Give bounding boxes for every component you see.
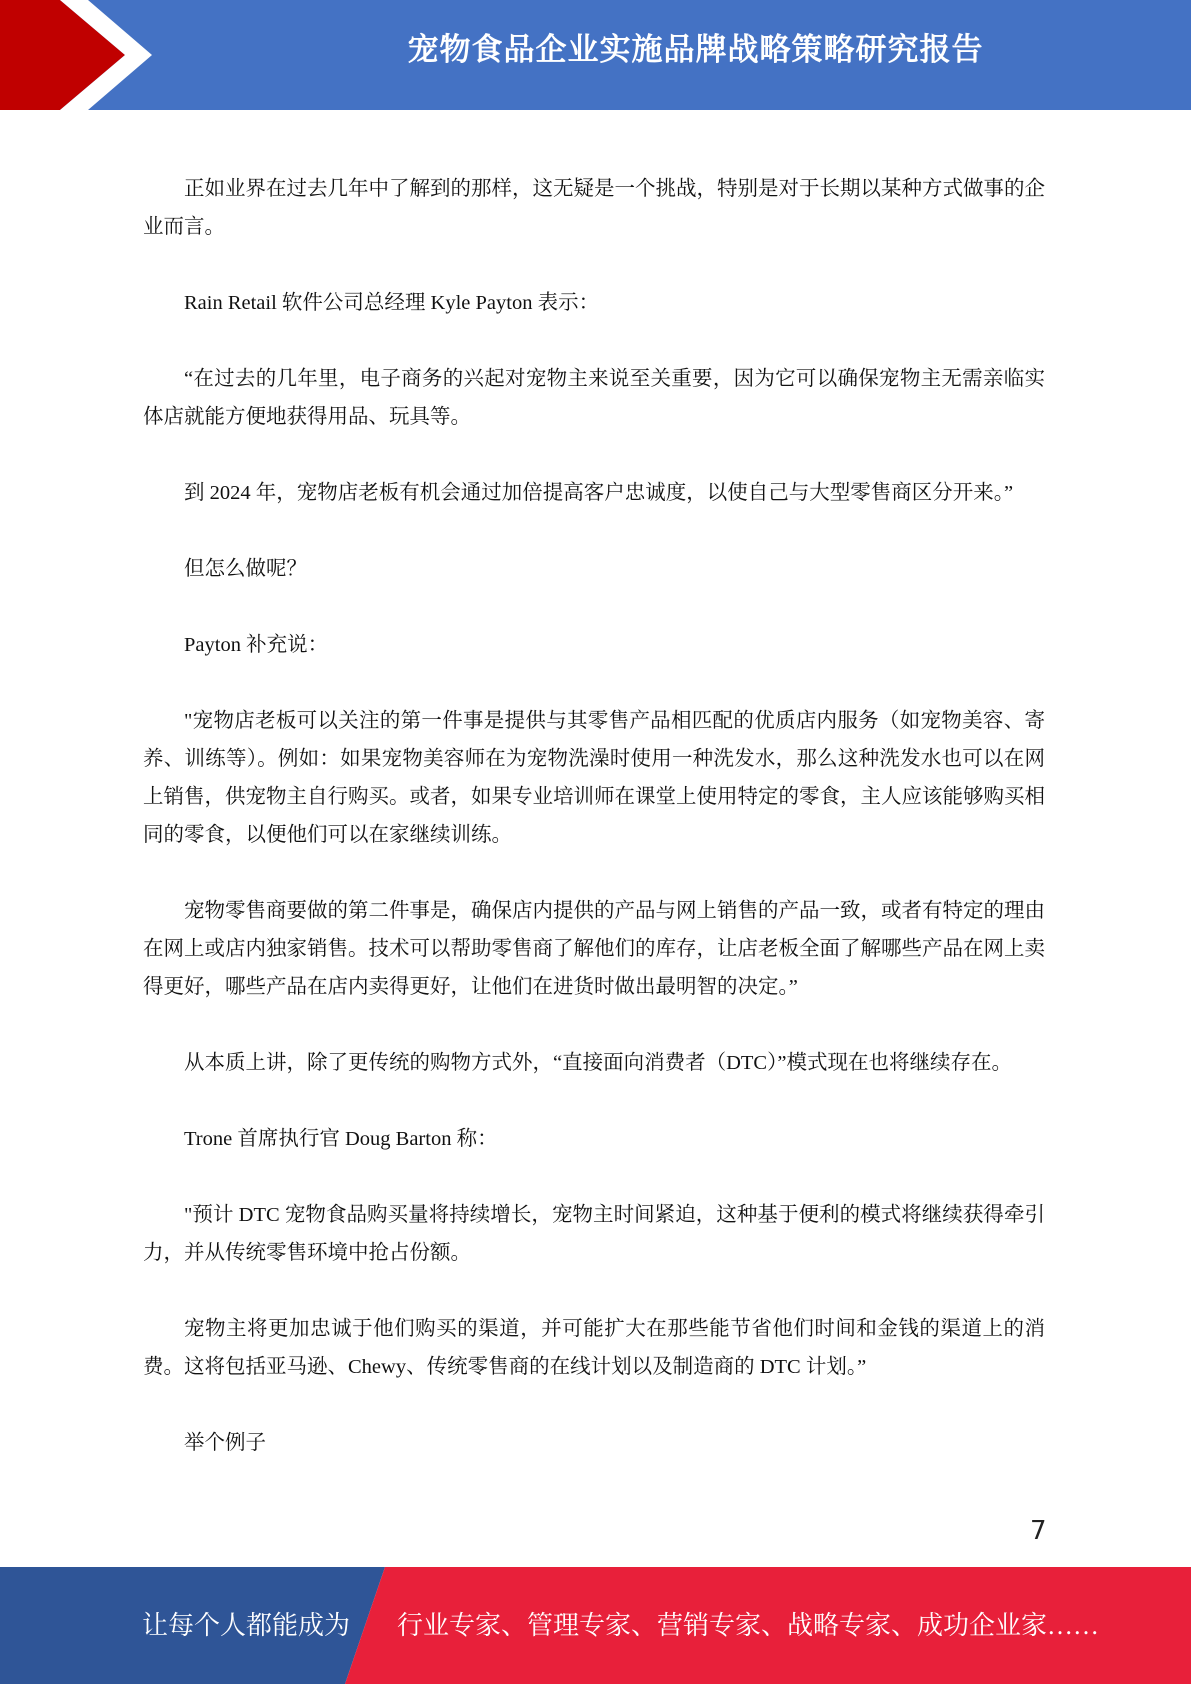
paragraph: 举个例子 (184, 1432, 266, 1454)
footer-slogan: 让每个人都能成为 (142, 1611, 351, 1640)
paragraph: Trone 首席执行官 Doug Barton 称： (184, 1128, 498, 1150)
document-body (143, 170, 1045, 1500)
footer-roles: 行业专家、管理专家、营销专家、战略专家、成功企业家…… (397, 1611, 1100, 1640)
paragraph: Payton 补充说： (184, 634, 329, 656)
paragraph: 宠物主将更加忠诚于他们购买的渠道，并可能扩大在那些能节省他们时间和金钱的渠道上的消费。这将包括亚马逊、Chewy、传统零售商的在线计划以及制造商的 DTC 计划。” (143, 1318, 1045, 1378)
paragraph: 但怎么做呢？ (184, 558, 307, 580)
paragraph: 正如业界在过去几年中了解到的那样，这无疑是一个挑战，特别是对于长期以某种方式做事的企业而言。 (143, 178, 1045, 238)
chevron-decoration (0, 0, 160, 110)
paragraph: Rain Retail 软件公司总经理 Kyle Payton 表示： (184, 292, 600, 314)
paragraph: 宠物零售商要做的第二件事是，确保店内提供的产品与网上销售的产品一致，或者有特定的理由在网上或店内独家销售。技术可以帮助零售商了解他们的库存，让店老板全面了解哪些产品在网上卖得更好，哪些产品在店内卖得更好，让他们在进货时做出最明智的决定。” (143, 900, 1045, 998)
document-title: 宠物食品企业实施品牌战略策略研究报告 (407, 32, 984, 68)
page-header (0, 0, 1191, 110)
paragraph: "预计 DTC 宠物食品购买量将持续增长，宠物主时间紧迫，这种基于便利的模式将继续获得牵引力，并从传统零售环境中抢占份额。 (143, 1204, 1045, 1264)
paragraph: 从本质上讲，除了更传统的购物方式外，“直接面向消费者（DTC）”模式现在也将继续存在。 (184, 1052, 1012, 1074)
paragraph: 到 2024 年，宠物店老板有机会通过加倍提高客户忠诚度，以使自己与大型零售商区分开来。” (184, 482, 1014, 504)
page-number: 7 (1030, 1516, 1047, 1546)
paragraph: "宠物店老板可以关注的第一件事是提供与其零售产品相匹配的优质店内服务（如宠物美容、寄养、训练等）。例如：如果宠物美容师在为宠物洗澡时使用一种洗发水，那么这种洗发水也可以在网上销售，供宠物主自行购买。或者，如果专业培训师在课堂上使用特定的零食，主人应该能够购买相同的零食，以便他们可以在家继续训练。 (143, 710, 1045, 846)
page-footer (0, 1567, 1191, 1684)
paragraph: “在过去的几年里，电子商务的兴起对宠物主来说至关重要，因为它可以确保宠物主无需亲临实体店就能方便地获得用品、玩具等。 (143, 368, 1045, 428)
